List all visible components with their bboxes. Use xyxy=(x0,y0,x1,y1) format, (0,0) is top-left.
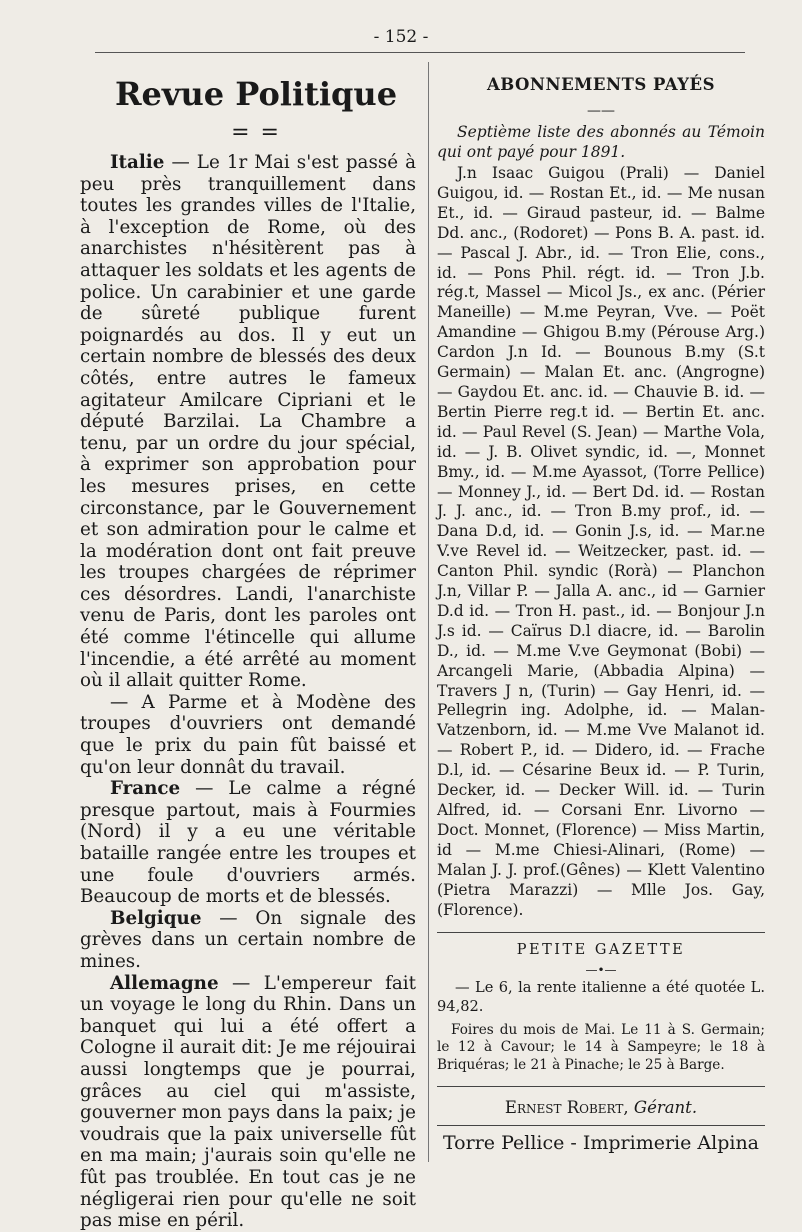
title-ornament: = = xyxy=(231,120,281,145)
signature-role: Gérant. xyxy=(633,1098,698,1118)
paragraph-france xyxy=(80,778,416,908)
subscriptions-title: ABONNEMENTS PAYÉS xyxy=(487,75,715,94)
revue-politique-column xyxy=(80,72,416,1232)
subscriptions-list: J.n Isaac Guigou (Prali) — Daniel Guigou, id. — Rostan Et., id. — Me nusan Et., id. — Giraud pasteur, id. — Balme Dd. anc., (Rodoret) — Pons B. A. past. id. — Pascal J. Abr., id. — Tron Elie, cons., id. — Pons Phil. régt. id. — Tron J.b. rég.t, Massel — Micol Js., ex anc. (Périer Maneille) — M.me Peyran, Vve. — Poët Amandine — Ghigou B.my (Pérouse Arg.) Cardon J.n Id. — Bounous B.my (S.t Germain) — Malan Et. anc. (Angrogne) — Gaydou Et. anc. id. — Chauvie B. id. — Bertin Pierre reg.t id. — Bertin Et. anc. id. — Paul Revel (S. Jean) — Marthe Vola, id. — J. B. Olivet syndic, id. —, Monnet Bmy., id. — M.me Ayassot, (Torre Pellice) — Monney J., id. — Bert Dd. id. — Rostan J. J. anc., id. — Tron B.my prof., id. — Dana D.d, id. — Gonin J.s, id. — Mar.ne V.ve Revel id. — Weitzecker, past. id. — Canton Phil. syndic (Rorà) — Planchon J.n, Villar P. — Jalla A. anc., id — Garnier D.d id. — Tron H. past., id. — Bonjour J.n J.s id. — Caïrus D.l diacre, id. — Barolin D., id. — M.me V.ve Geymonat (Bobi) — Arcangeli Marie, (Abbadia Alpina) — Travers J n, (Turin) — Gay Henri, id. — Pellegrin ing. Adolphe, id. — Malan-Vatzenborn, id. — M.me Vve Malanot id. — Robert P., id. — Didero, id. — Frache D.l, id. — Césarine Beux id. — P. Turin, Decker, id. — Decker Will. id. — Turin Alfred, id. — Corsani Enr. Livorno — Doct. Monnet, (Florence) — Miss Martin, id — M.me Chiesi-Alinari, (Rome) — Malan J. J. prof.(Gênes) — Klett Valentino (Pietra Marazzi) — Mlle Jos. Gay, (Florence). xyxy=(437,164,765,919)
column-divider xyxy=(428,62,429,1162)
gazette-title: PETITE GAZETTE xyxy=(516,942,686,959)
paragraph-allemagne xyxy=(80,973,416,1232)
paragraph-text: — On signale des grèves dans un certain nombre de mines. xyxy=(80,907,416,972)
signature xyxy=(437,1093,765,1123)
section-title: Revue Politique xyxy=(114,75,398,113)
paragraph-italie xyxy=(80,152,416,692)
section-divider xyxy=(437,1125,765,1126)
country-heading: Belgique xyxy=(110,907,202,929)
page-number: - 152 - xyxy=(373,27,429,47)
paragraph-text: — Le calme a régné presque partout, mais à Fourmies (Nord) il y a eu une véritable bataille rangée entre les troupes et une foule d'ouvriers armés. Beaucoup de morts et de blessés. xyxy=(80,778,416,908)
paragraph-parme xyxy=(80,692,416,778)
gazette-dash: —•— xyxy=(585,963,617,978)
country-heading: France xyxy=(110,778,181,800)
abonnements-column xyxy=(437,70,765,1158)
gazette-item: Foires du mois de Mai. Le 11 à S. Germain; le 12 à Cavour; le 14 à Sampeyre; le 18 à Briquéras; le 21 à Pinache; le 25 à Barge. xyxy=(437,1021,765,1073)
printer-line: Torre Pellice - Imprimerie Alpina xyxy=(442,1132,760,1155)
section-divider xyxy=(437,1086,765,1087)
country-heading: Allemagne xyxy=(110,972,219,994)
country-heading: Italie xyxy=(110,152,165,173)
paragraph-belgique xyxy=(80,908,416,973)
paragraph-text: — Le 1r Mai s'est passé à peu près tranquillement dans toutes les grandes villes de l'Italie, à l'exception de Rome, où des anarchistes n'hésitèrent pas à attaquer les soldats et les agents de police. Un carabinier et une garde de sûreté publique furent poignardés au dos. Il y eut un certain nombre de blessés des deux côtés, entre autres le fameux agitateur Amilcare Cipriani et le député Barzilai. La Chambre a tenu, par un ordre du jour spécial, à exprimer son approbation pour les mesures prises, en cette circonstance, par le Gouvernement et son admiration pour le calme et la modération dont ont fait preuve les troupes chargées de réprimer ces désordres. Landi, l'anarchiste venu de Paris, dont les paroles ont été comme l'étincelle qui allume l'incendie, a été arrêté au moment où il allait quitter Rome. xyxy=(80,152,416,692)
subscriptions-intro xyxy=(437,122,765,162)
section-divider xyxy=(437,932,765,933)
intro-text: Septième liste des abonnés au Témoin qui ont payé pour 1891. xyxy=(437,123,765,161)
paragraph-text: — A Parme et à Modène des troupes d'ouvriers ont demandé que le prix du pain fût baissé et qu'on leur donnât du travail. xyxy=(80,691,416,778)
gazette-item: — Le 6, la rente italienne a été quotée L. 94,82. xyxy=(437,979,765,1015)
title-dash: —— xyxy=(587,103,615,119)
top-rule xyxy=(95,52,745,53)
signature-name: Ernest Robert, xyxy=(504,1098,629,1118)
paragraph-text: — L'empereur fait un voyage le long du Rhin. Dans un banquet qui lui a été offert a Cologne il aurait dit: Je me réjouirai aussi longtemps que je pourrai, grâces au ciel qui m'assiste, gouverner mon pays dans la paix; je voudrais que la paix universelle fût en ma main; j'aurais soin qu'elle ne fût pas troublée. En tout cas je ne négligerai rien pour qu'elle ne soit pas mise en péril. xyxy=(80,972,416,1232)
